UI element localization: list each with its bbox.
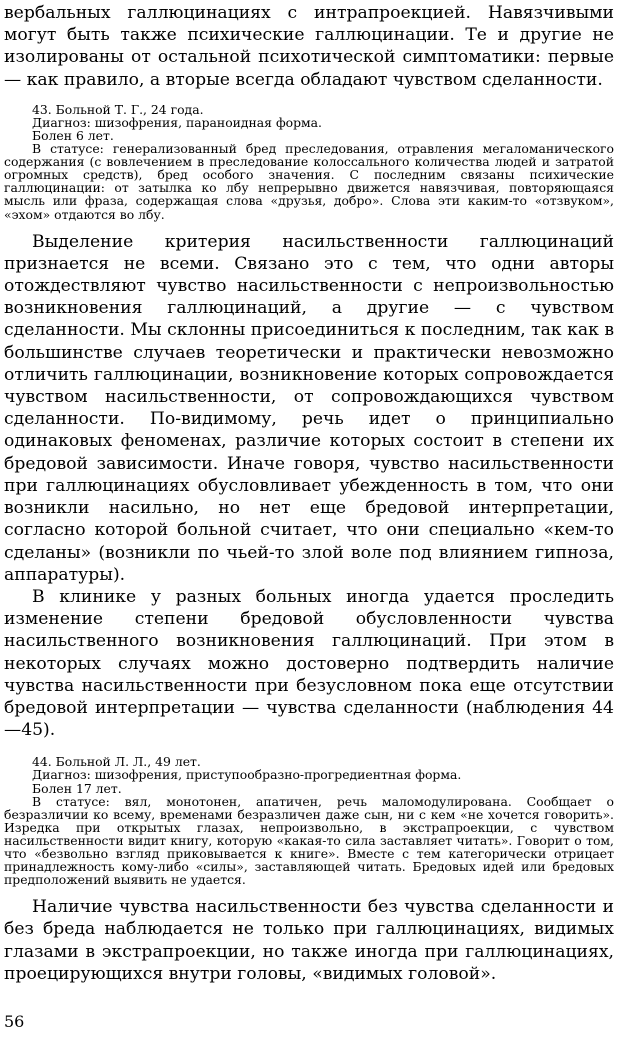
document-page — [0, 2, 620, 1038]
case-43-header: 43. Больной Т. Г., 24 года. — [32, 101, 204, 117]
case-44-diagnosis: Диагноз: шизофрения, приступообразно-прогредиентная форма. — [32, 767, 462, 783]
case-43-duration: Болен 6 лет. — [32, 128, 114, 143]
case-43-status: В статусе: генерализованный бред преследования, отравления мегаломанического содержания (с вовлечением в преследование колоссального количества людей и затратой огромных средств), бред особого значения. С последним связаны психические галлюцинации: от затылка ко лбу непрерывно движется навязчивая, повторяющаяся мысль или фраза, содержащая слова «друзья, добро». Слова эти каким-то «отзвуком», «эхом» отдаются во лбу. — [4, 141, 614, 222]
paragraph-2: В клинике у разных больных иногда удается проследить изменение степени бредовой обусловленности чувства насильственного возникновения галлюцинаций. При этом в некоторых случаях можно достоверно подтвердить наличие чувства насильственности при безусловном пока еще отсутствии бредовой интерпретации — чувства сделанности (наблюдения 44—45). — [4, 586, 614, 741]
paragraph-3: Наличие чувства насильственности без чувства сделанности и без бреда наблюдается не только при галлюцинациях, видимых глазами в экстрапроекции, но также иногда при галлюцинациях, проецирующихся внутри головы, «видимых головой». — [4, 897, 614, 984]
main-text — [4, 2, 614, 985]
paragraph-intro: вербальных галлюцинациях с интрапроекцией. Навязчивыми могут быть также психические галлюцинации. Те и другие не изолированы от остальной психотической симптоматики: первые — как правило, а вторые всегда обладают чувством сделанности. — [4, 3, 614, 90]
paragraph-1: Выделение критерия насильственности галлюцинаций признается не всеми. Связано это с тем, что одни авторы отождествляют чувство насильственности с непроизвольностью возникновения галлюцинаций, а другие — с чувством сделанности. Мы склонны присоединиться к последним, так как в большинстве случаев теоретически и практически невозможно отличить галлюцинации, возникновение которых сопровождается чувством насильственности, от сопровождающихся чувством сделанности. По-видимому, речь идет о принципиально одинаковых феноменах, различие которых состоит в степени их бредовой зависимости. Иначе говоря, чувство насильственности при галлюцинациях обусловливает убежденность в том, что они возникли насильно, но нет еще бредовой интерпретации, согласно которой больной считает, что они специально «кем-то сделаны» (возникли по чьей-то злой воле под влиянием гипноза, аппаратуры). — [4, 231, 614, 585]
case-44 — [4, 755, 614, 886]
case-44-duration: Болен 17 лет. — [32, 780, 122, 796]
case-44-status: В статусе: вял, монотонен, апатичен, речь маломодулирована. Сообщает о безразличии ко всему, временами безразличен даже сын, ни с кем «не хочется говорить». Изредка при открытых глазах, непроизвольно, в экстрапроекции, с чувством насильственности видит книгу, которую «какая-то сила заставляет читать». Говорит о том, что «безвольно взгляд приковывается к книге». Вместе с тем категорически отрицает принадлежность кому-либо «силы», заставляющей читать. Бредовых идей или бредовых предположений выявить не удается. — [4, 793, 614, 888]
case-43-diagnosis: Диагноз: шизофрения, параноидная форма. — [32, 114, 322, 130]
case-43 — [4, 103, 614, 221]
case-44-header: 44. Больной Л. Л., 49 лет. — [32, 754, 201, 770]
page-number: 56 — [4, 1012, 25, 1031]
